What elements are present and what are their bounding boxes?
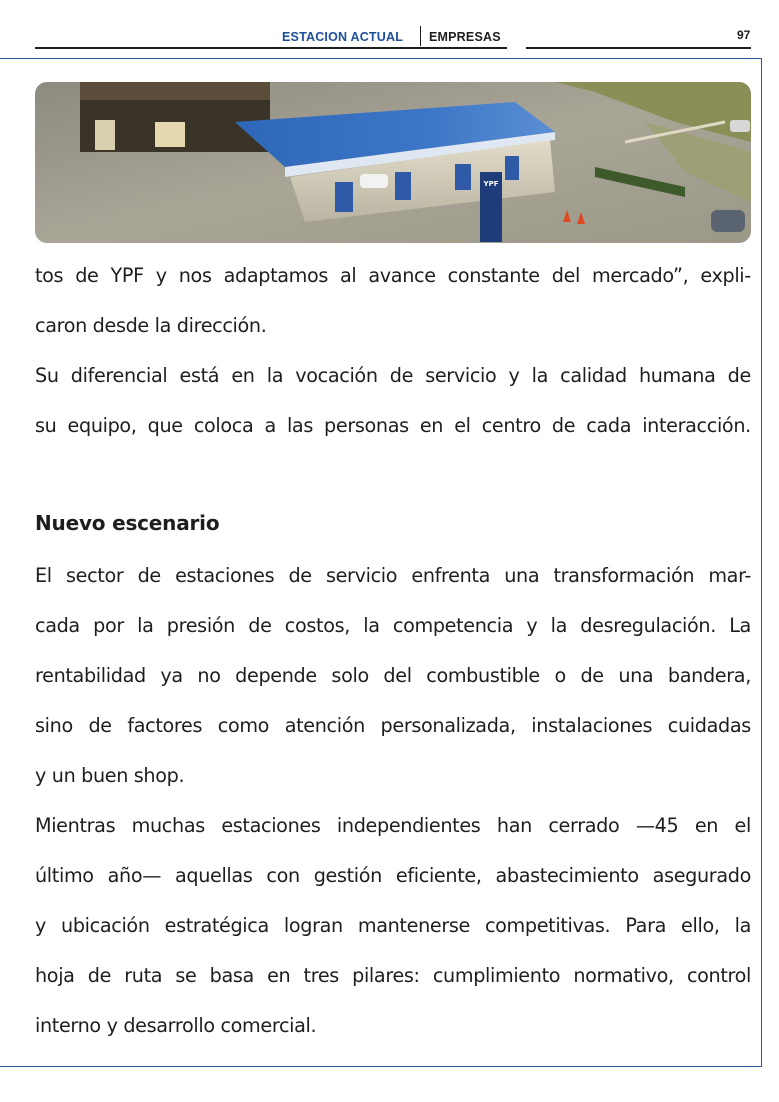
section-label: ESTACION ACTUAL — [282, 30, 404, 44]
text-line: último año— aquellas con gestión eficiente, abastecimiento asegurado — [35, 864, 751, 887]
ypf-sign-text: YPF — [483, 180, 499, 188]
frame-top-line — [0, 58, 762, 59]
page-number: 97 — [737, 28, 751, 42]
header-rule-left — [35, 47, 507, 49]
text-line: interno y desarrollo comercial. — [35, 1014, 317, 1037]
frame-right-line — [761, 58, 762, 1066]
gas-station-photo — [35, 82, 751, 243]
body-text-top — [35, 251, 751, 451]
frame-bottom-line — [0, 1066, 762, 1067]
topic-label: EMPRESAS — [429, 30, 501, 44]
text-line: Su diferencial está en la vocación de servicio y la calidad humana de — [35, 364, 751, 387]
text-line: y ubicación estratégica logran mantenerse competitivas. Para ello, la — [35, 914, 751, 937]
text-line: su equipo, que coloca a las personas en el centro de cada interacción. — [35, 414, 751, 437]
text-line: y un buen shop. — [35, 764, 185, 787]
text-line: sino de factores como atención personalizada, instalaciones cuidadas — [35, 714, 751, 737]
text-line: El sector de estaciones de servicio enfrenta una transformación mar- — [35, 564, 751, 587]
text-line: hoja de ruta se basa en tres pilares: cumplimiento normativo, control — [35, 964, 751, 987]
section-heading: Nuevo escenario — [35, 511, 220, 535]
body-text-bottom — [35, 551, 751, 1051]
text-line: cada por la presión de costos, la competencia y la desregulación. La — [35, 614, 751, 637]
text-line: rentabilidad ya no depende solo del combustible o de una bandera, — [35, 664, 751, 687]
header-separator — [420, 26, 421, 46]
text-line: tos de YPF y nos adaptamos al avance constante del mercado”, expli- — [35, 264, 751, 287]
text-line: caron desde la dirección. — [35, 314, 267, 337]
header-rule-right — [526, 47, 751, 49]
text-line: Mientras muchas estaciones independientes han cerrado —45 en el — [35, 814, 751, 837]
